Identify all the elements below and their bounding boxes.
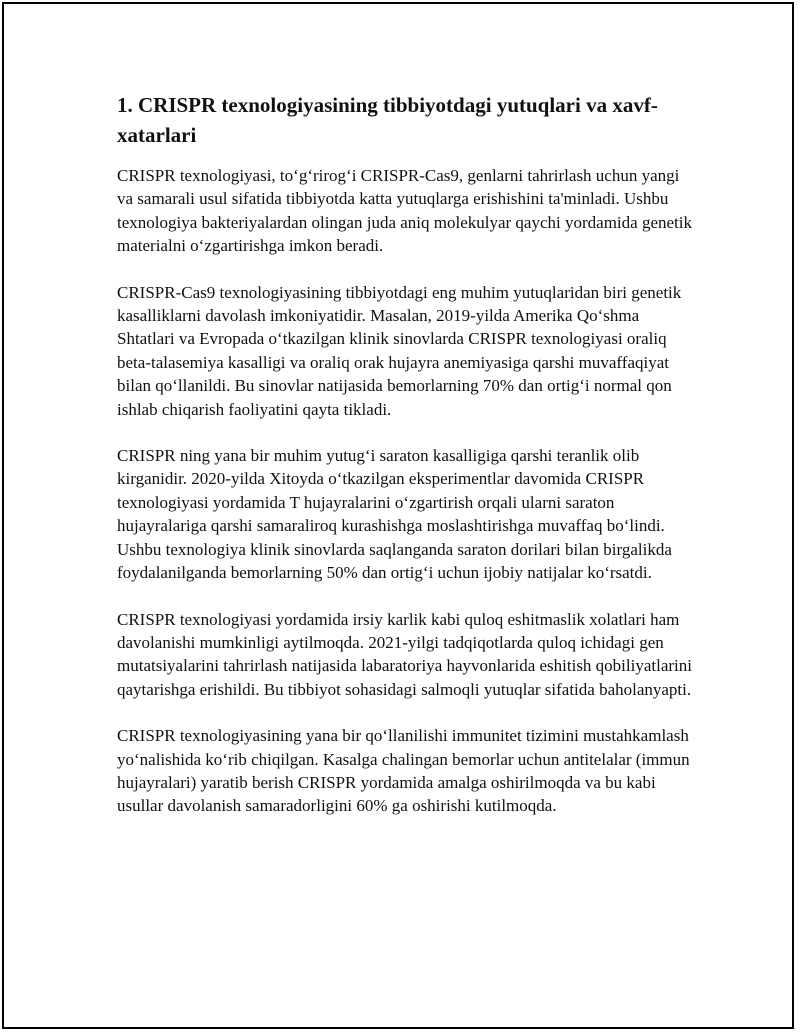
paragraph-cancer: CRISPR ning yana bir muhim yutug‘i saraton kasalligiga qarshi teranlik olib kirganidir. 2020-yilda Xitoyda o‘tkazilgan eksperimentlar davomida CRISPR texnologiyasi yordamida T hujayralarini o‘zgartirish orqali ularni saraton hujayralariga qarshi samaraliroq kurashishga moslashtirishga muvaffaq bo‘lindi. Ushbu texnologiya klinik sinovlarda saqlanganda saraton dorilari bilan birgalikda foydalanilganda bemorlarning 50% dan ortig‘i uchun ijobiy natijalar ko‘rsatdi. [117,446,672,583]
document-title: 1. CRISPR texnologiyasining tibbiyotdagi yutuqlari va xavf-xatarlari [117,93,658,147]
paragraph-hearing-loss: CRISPR texnologiyasi yordamida irsiy karlik kabi quloq eshitmaslik xolatlari ham davolanishi mumkinligi aytilmoqda. 2021-yilgi tadqiqotlarda quloq ichidagi gen mutatsiyalarini tahrirlash natijasida labaratoriya hayvonlarida eshitish qobiliyatlarini qaytarishga erishildi. Bu tibbiyot sohasidagi salmoqli yutuqlar sifatida baholanyapti. [117,609,692,699]
document-body [117,90,692,841]
paragraph-intro: CRISPR texnologiyasi, to‘g‘rirog‘i CRISPR-Cas9, genlarni tahrirlash uchun yangi va samarali usul sifatida tibbiyotda katta yutuqlarga erishishini ta'minladi. Ushbu texnologiya bakteriyalardan olingan juda aniq molekulyar qaychi yordamida genetik materialni o‘zgartirishga imkon beradi. [117,166,692,256]
paragraph-immunity: CRISPR texnologiyasining yana bir qo‘llanilishi immunitet tizimini mustahkamlash yo‘nalishida ko‘rib chiqilgan. Kasalga chalingan bemorlar uchun antitelalar (immun hujayralari) yaratib berish CRISPR yordamida amalga oshirilmoqda va bu kabi usullar davolanish samaradorligini 60% ga oshirishi kutilmoqda. [117,726,690,816]
paragraph-genetic-diseases: CRISPR-Cas9 texnologiyasining tibbiyotdagi eng muhim yutuqlaridan biri genetik kasalliklarni davolash imkoniyatidir. Masalan, 2019-yilda Amerika Qo‘shma Shtatlari va Evropada o‘tkazilgan klinik sinovlarda CRISPR texnologiyasi oraliq beta-talasemiya kasalligi va oraliq orak hujayra anemiyasiga qarshi muvaffaqiyat bilan qo‘llanildi. Bu sinovlar natijasida bemorlarning 70% dan ortig‘i normal qon ishlab chiqarish faoliyatini qayta tikladi. [117,282,682,419]
